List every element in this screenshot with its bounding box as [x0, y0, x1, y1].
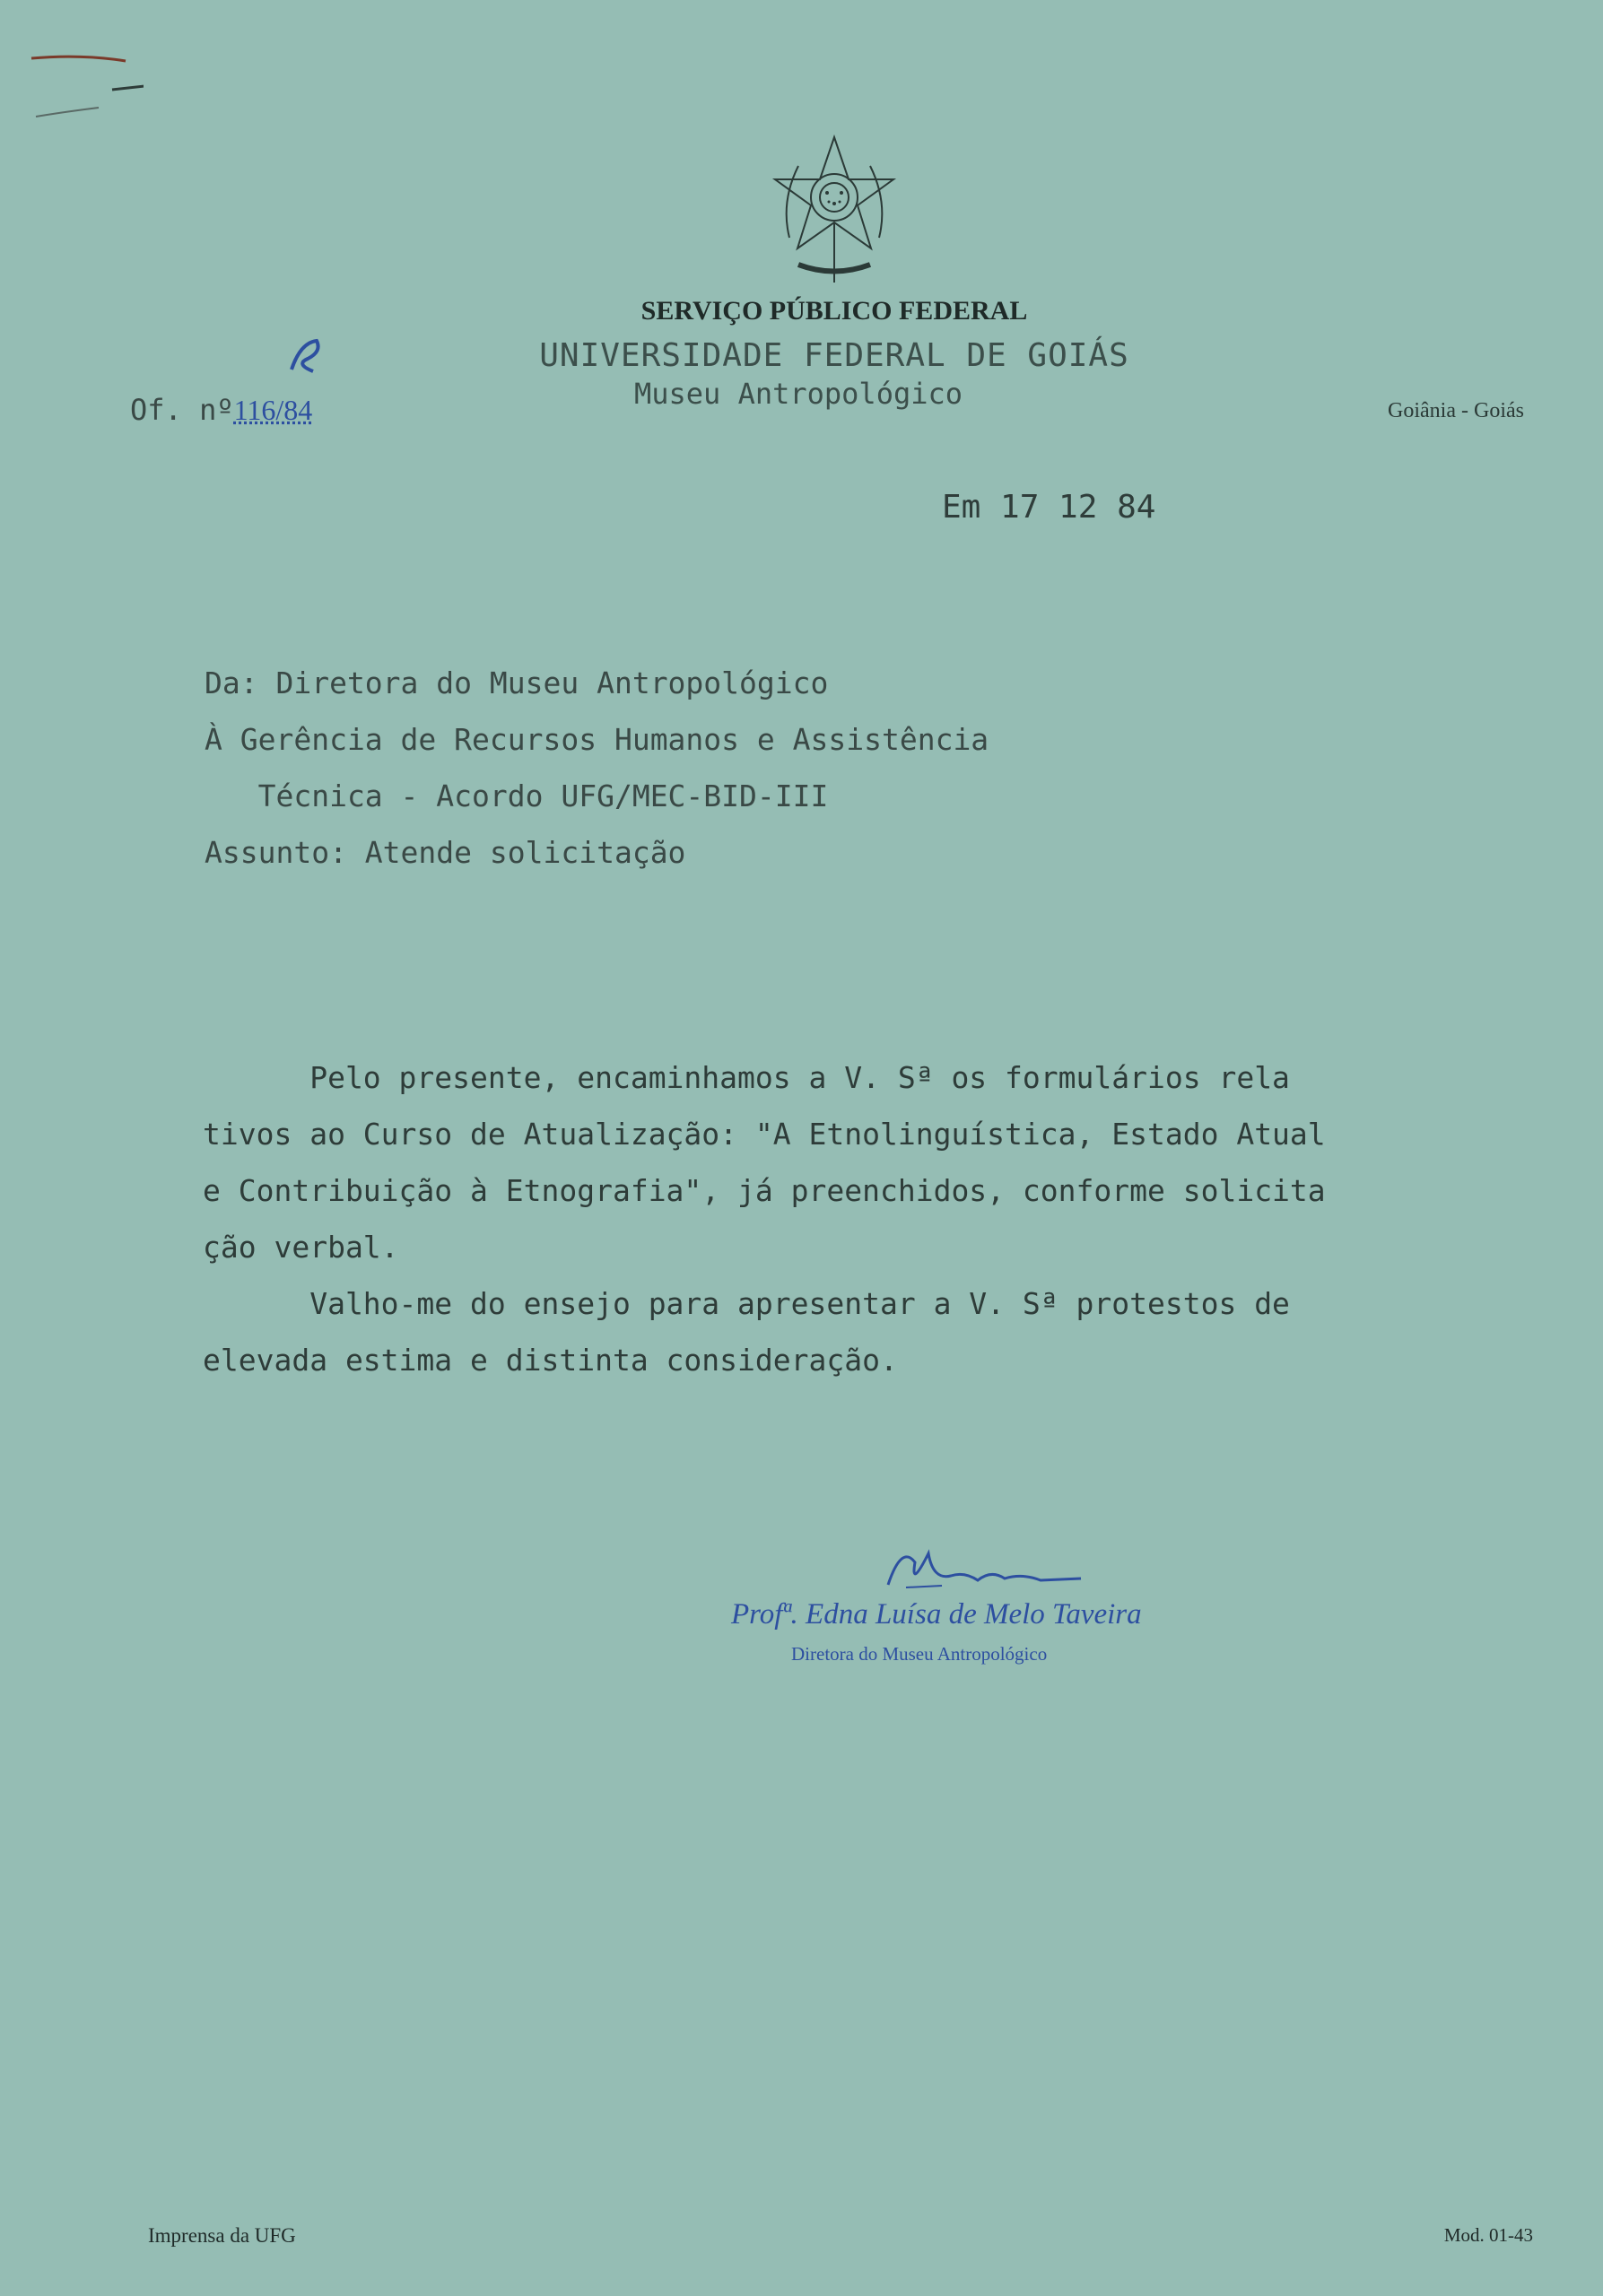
- address-block: [205, 655, 989, 881]
- address-to-line-1: À Gerência de Recursos Humanos e Assistência: [205, 722, 989, 757]
- header-service: SERVIÇO PÚBLICO FEDERAL: [640, 296, 1028, 326]
- body-line: tivos ao Curso de Atualização: "A Etnolinguística, Estado Atual: [203, 1117, 1326, 1152]
- office-number-value: 116/84: [233, 394, 313, 426]
- city-label: Goiânia - Goiás: [1388, 399, 1524, 422]
- footer-printer: Imprensa da UFG: [148, 2224, 296, 2247]
- body-line: Pelo presente, encaminhamos a V. Sª os formulários rela: [203, 1060, 1290, 1095]
- body-line: e Contribuição à Etnografia", já preenchidos, conforme solicita: [203, 1173, 1326, 1208]
- brazil-coat-of-arms-icon: [762, 130, 906, 287]
- document-date: Em 17 12 84: [942, 489, 1156, 526]
- address-subject: Assunto: Atende solicitação: [205, 835, 686, 870]
- body-line: ção verbal.: [203, 1230, 399, 1265]
- address-from: Da: Diretora do Museu Antropológico: [205, 665, 829, 700]
- office-prefix: Of. nº: [130, 393, 234, 427]
- ink-mark-icon: [283, 334, 326, 378]
- signatory-title: Diretora do Museu Antropológico: [791, 1643, 1048, 1665]
- body-line: elevada estima e distinta consideração.: [203, 1343, 898, 1378]
- body-line: Valho-me do ensejo para apresentar a V. Sª protestos de: [203, 1286, 1290, 1321]
- office-number: [130, 393, 312, 427]
- letter-body: [203, 1049, 1459, 1388]
- header-university: UNIVERSIDADE FEDERAL DE GOIÁS: [539, 337, 1129, 374]
- address-to-line-2: Técnica - Acordo UFG/MEC-BID-III: [205, 778, 829, 813]
- signatory-name: Profª. Edna Luísa de Melo Taveira: [731, 1598, 1142, 1631]
- handwritten-signature: [879, 1535, 1085, 1598]
- footer-model: Mod. 01-43: [1443, 2224, 1533, 2246]
- margin-marks: [27, 36, 144, 135]
- header-museum: Museu Antropológico: [633, 377, 963, 411]
